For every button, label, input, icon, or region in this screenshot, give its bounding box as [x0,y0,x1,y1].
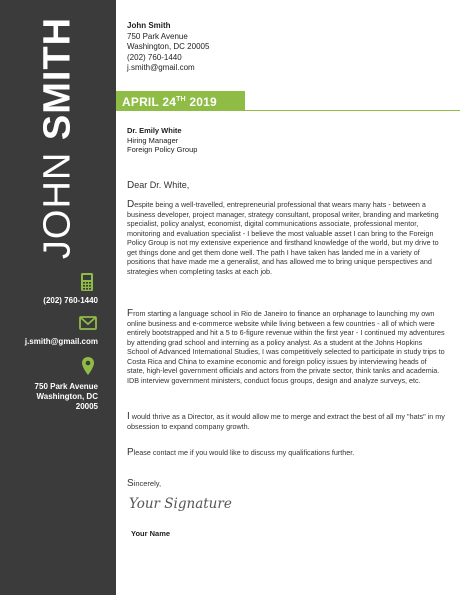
sender-phone: (202) 760-1440 [127,52,182,62]
closing-initial: S [127,478,134,489]
paragraph-3-text: would thrive as a Director, as it would allow me to merge and extract the best of all my "hats" in my obsession to expand company growth. [127,412,445,431]
salutation [127,181,445,191]
sidebar-name [37,17,80,259]
recipient-title: Hiring Manager [127,135,179,145]
letter-date [122,95,217,109]
recipient-name: Dr. Emily White [127,126,182,135]
paragraph-3 [127,412,445,431]
envelope-icon [79,316,97,330]
sidebar-address [35,382,98,412]
date-month-day: APRIL 24 [122,95,177,109]
paragraph-4-text: lease contact me if you would like to discuss my qualifications further. [133,448,355,457]
paragraph-1-text: espite being a well-travelled, entrepreneurial professional that wears many hats - between a business developer, project manager, strategy consultant, proposal writer, branding and marketing specialist, policy analyst, economist, digital communications associate, professional mentor, monitoring and evaluation specialist - I believe the most valuable asset I can bring to the Foreign Policy Group is not my extensive experience and firsthand knowledge of the world, but my drive to get things done and get them done well. The path I have taken has landed me in a variety of positions that have made me a generalist, and has allowed me to bring unique perspectives and strategies when completing tasks at each job. [127,200,439,276]
salutation-text: ear Dr. White, [134,180,190,190]
sidebar-first-name: JOHN [36,151,79,260]
closing [127,479,445,489]
sender-name: John Smith [127,21,171,30]
sender-street: 750 Park Avenue [127,31,188,41]
sidebar-address-line2: Washington, DC [36,392,98,401]
date-suffix: TH [176,96,186,103]
closing-text: incerely, [133,479,162,488]
sidebar-last-name: SMITH [36,16,79,141]
sidebar [0,0,116,595]
signature: Your Signature [129,496,232,512]
signer-name: Your Name [131,529,171,538]
sidebar-address-line3: 20005 [75,402,98,411]
recipient-block [127,126,197,155]
paragraph-2 [127,309,445,385]
accent-divider [245,110,460,111]
map-pin-icon [81,356,95,376]
phone-icon [80,272,94,292]
sidebar-phone: (202) 760-1440 [43,296,98,305]
paragraph-4 [127,448,445,458]
sender-block [127,21,209,74]
date-band [116,91,245,111]
paragraph-1 [127,200,445,276]
paragraph-2-initial: F [127,308,134,319]
sender-email: j.smith@gmail.com [127,63,195,72]
paragraph-1-initial: D [127,199,135,210]
paragraph-2-text: rom starting a language school in Rio de Janeiro to finance an orphanage to launching my own online business and e-commerce website while living between a few countries - all of which were entirely bootstrapped and hit a 5 to 6-figure revenue within the first year - I continued my adventures by attending grad school and interning as a policy analyst. As a student at the Johns Hopkins School of Advanced International Studies, I was competitively selected to participate in study trips to Costa Rica and China to examine economic and foreign policy issues by interviewing heads of state, high-level government officials and actors from the private sector, think tanks and academia. IDB interview government ministers, conduct focus groups, design and analyze surveys, etc. [127,309,445,385]
sender-city: Washington, DC 20005 [127,42,210,51]
salutation-initial: D [127,180,135,191]
recipient-organization: Foreign Policy Group [127,145,198,155]
date-year: 2019 [189,95,217,109]
paragraph-4-initial: P [127,447,134,458]
sidebar-email: j.smith@gmail.com [24,337,98,346]
paragraph-3-initial: I [127,411,130,422]
sidebar-address-line1: 750 Park Avenue [34,382,98,391]
